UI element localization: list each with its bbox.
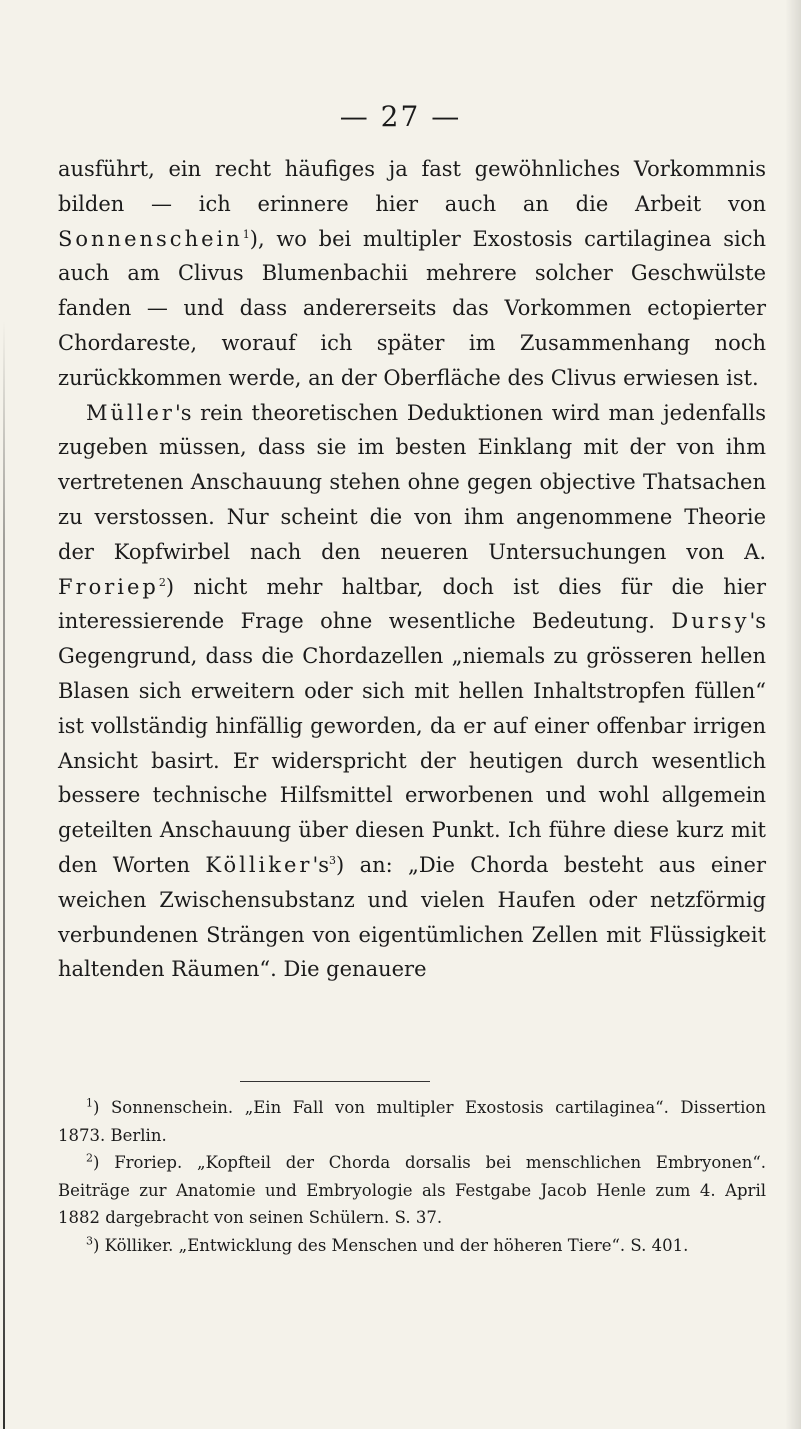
footnotes bbox=[58, 1094, 766, 1259]
author-mueller: Müller bbox=[86, 400, 175, 425]
page-number: — 27 — bbox=[339, 100, 462, 133]
page-edge-shadow bbox=[785, 0, 801, 1429]
footnote-3: $^3$) Kölliker. „Entwicklung des Menschen und der höheren Tiere“. S. 401. bbox=[86, 1234, 689, 1255]
body-text bbox=[58, 152, 766, 987]
footnote-ref-2[interactable]: 2 bbox=[158, 575, 166, 589]
footnote-ref-3[interactable]: 3 bbox=[329, 853, 337, 867]
footnote-2: $^2$) Froriep. „Kopfteil der Chorda dorsalis bei menschlichen Embryonen“. Beiträge zur Anatomie und Embryologie als Festgabe Jacob Henle zum 4. April 1882 dargebracht von seinen Schülern. S. 37. bbox=[58, 1151, 766, 1227]
author-koelliker: Kölliker bbox=[205, 852, 313, 877]
author-froriep: Froriep bbox=[58, 574, 159, 599]
binding-edge bbox=[3, 320, 5, 1429]
paragraph-2: Müller's rein theoretischen Deduktionen wird man jedenfalls zugeben müssen, dass sie im besten Einklang mit der von ihm vertretenen Anschauung stehen ohne gegen objective Thatsachen zu verstossen. Nur scheint die von ihm angenommene Theorie der Kopfwirbel nach den neueren Untersuchungen von A. Froriep$^2$) nicht mehr haltbar, doch ist dies für die hier interessierende Frage ohne wesentliche Bedeutung. Dursy's Gegengrund, dass die Chordazellen „niemals zu grösseren hellen Blasen sich erweitern oder sich mit hellen Inhaltstropfen füllen“ ist vollständig hinfällig geworden, da er auf einer offenbar irrigen Ansicht basirt. Er widerspricht der heutigen durch wesentlich bessere technische Hilfsmittel erworbenen und wohl allgemein geteilten Anschauung über diesen Punkt. Ich führe diese kurz mit den Worten Kölliker's$^3$) an: „Die Chorda besteht aus einer weichen Zwischensubstanz und vielen Haufen oder netzförmig verbundenen Strängen von eigentümlichen Zellen mit Flüssigkeit haltenden Räumen“. Die genauere bbox=[58, 400, 766, 982]
footnote-ref-1[interactable]: 1 bbox=[242, 227, 250, 241]
footnote-1: $^1$) Sonnenschein. „Ein Fall von multipler Exostosis cartilaginea“. Dissertion 1873. Berlin. bbox=[58, 1096, 766, 1145]
author-sonnenschein: Sonnenschein bbox=[58, 226, 243, 251]
author-dursy: Dursy bbox=[671, 609, 750, 634]
footnote-separator bbox=[240, 1081, 430, 1082]
paragraph-1: ausführt, ein recht häufiges ja fast gewöhnliches Vorkommnis bilden — ich erinnere hier auch an die Arbeit von Sonnenschein$^1$), wo bei multipler Exostosis cartilaginea sich auch am Clivus Blumenbachii mehrere solcher Geschwülste fanden — und dass andererseits das Vorkommen ectopierter Chordareste, worauf ich später im Zusammenhang noch zurückkommen werde, an der Oberfläche des Clivus erwiesen ist. bbox=[58, 157, 766, 390]
